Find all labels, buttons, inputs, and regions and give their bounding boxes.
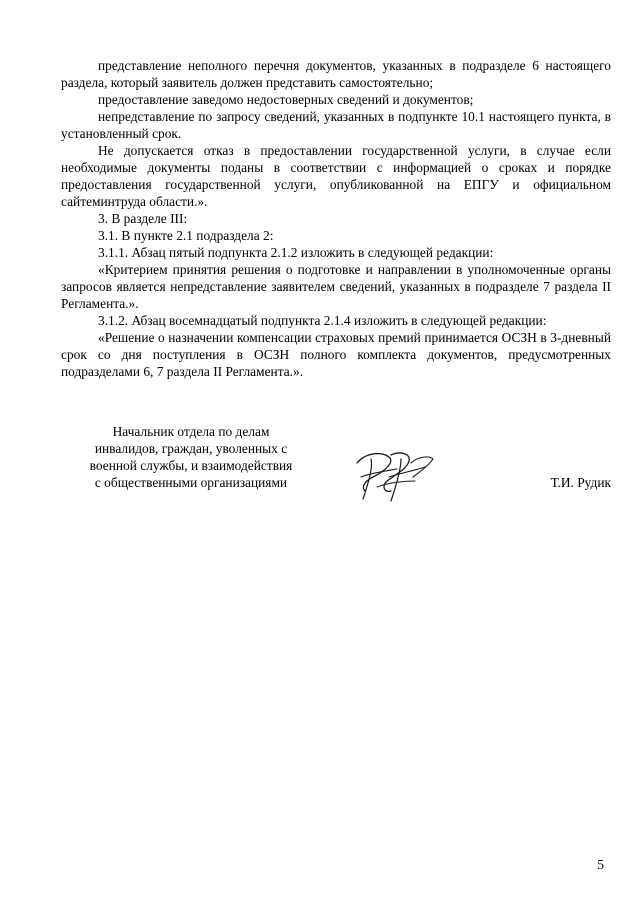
signer-position-line: с общественными организациями — [94, 475, 288, 490]
page-number: 5 — [597, 857, 604, 872]
paragraph-refusal-not-allowed: Не допускается отказ в предоставлении государственной услуги, в случае если необходимые документы поданы в соответствии с информацией о сроках и порядке предоставления государственной услуги, опубликованной на ЕПГУ и официальном сайтеминтруда области.». — [61, 143, 611, 209]
paragraph-item-3-1-1: 3.1.1. Абзац пятый подпункта 2.1.2 изложить в следующей редакции: — [98, 245, 494, 260]
signer-position — [61, 423, 321, 491]
handwritten-signature — [351, 447, 437, 503]
signature-block — [61, 423, 611, 503]
signer-position-line: инвалидов, граждан, уволенных с — [94, 441, 288, 456]
paragraph-incomplete-documents: представление неполного перечня документов, указанных в подразделе 6 настоящего раздела, который заявитель должен представить самостоятельно; — [61, 58, 611, 90]
signer-position-line: военной службы, и взаимодействия — [89, 458, 293, 473]
paragraph-non-submission: непредставление по запросу сведений, указанных в подпункте 10.1 настоящего пункта, в установленный срок. — [61, 109, 611, 141]
paragraph-decision-criterion: «Критерием принятия решения о подготовке и направлении в уполномоченные органы запросов является непредставление заявителем сведений, указанных в подразделе 7 раздела II Регламента.». — [61, 262, 611, 311]
paragraph-item-3-1-2: 3.1.2. Абзац восемнадцатый подпункта 2.1.4 изложить в следующей редакции: — [98, 313, 547, 328]
paragraph-item-3-1: 3.1. В пункте 2.1 подраздела 2: — [98, 228, 274, 243]
paragraph-compensation-decision: «Решение о назначении компенсации страховых премий принимается ОСЗН в 3-дневный срок со дня поступления в ОСЗН полного комплекта документов, предусмотренных подразделами 6, 7 раздела II Регламента.». — [61, 330, 611, 379]
signer-name: Т.И. Рудик — [550, 475, 611, 490]
paragraph-false-information: предоставление заведомо недостоверных сведений и документов; — [98, 92, 474, 107]
paragraph-section-3: 3. В разделе III: — [98, 211, 188, 226]
signer-position-line: Начальник отдела по делам — [112, 424, 270, 439]
document-body — [61, 57, 611, 380]
